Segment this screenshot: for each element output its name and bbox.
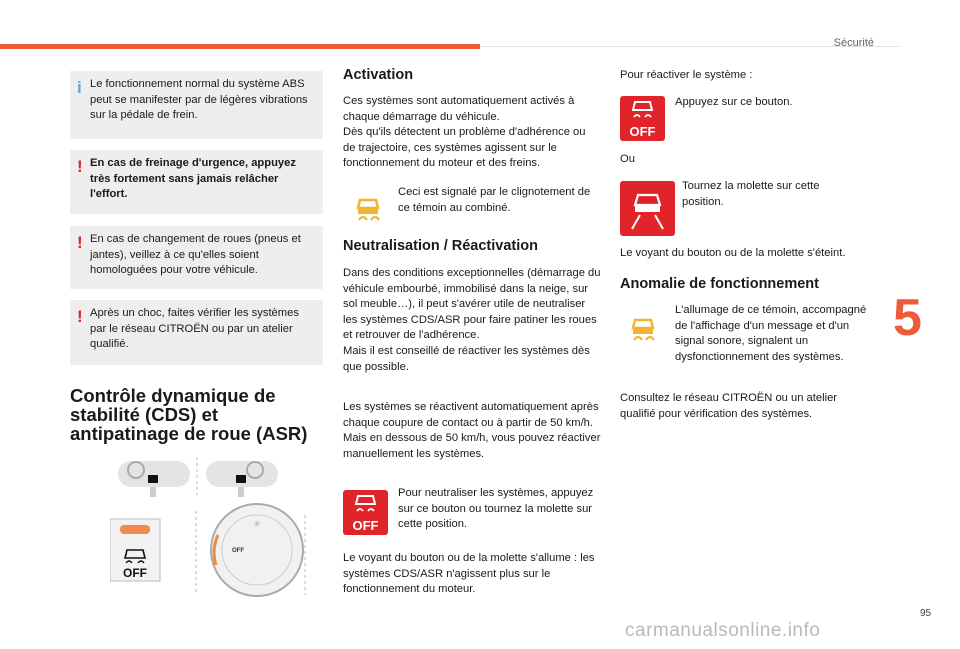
stability-warning-light-icon <box>350 190 386 226</box>
reactivation-result: Le voyant du bouton ou de la molette s'éteint. <box>620 247 846 259</box>
warning-note <box>70 150 323 214</box>
button-off-label: OFF <box>123 566 147 580</box>
watermark: carmanualsonline.info <box>625 620 821 641</box>
svg-text:✳: ✳ <box>253 519 261 529</box>
exclamation-icon: ! <box>77 233 83 252</box>
reactivation-knob-text: Tournez la molette sur cette position. <box>682 180 820 208</box>
knob-position-icon <box>620 181 675 236</box>
neutralisation-icon-text: Pour neutraliser les systèmes, appuyez sur ce bouton ou tournez la molette sur cette position. <box>398 487 594 531</box>
off-button-icon <box>620 96 665 141</box>
neutralisation-text: Dans des conditions exceptionnelles (démarrage du véhicule embourbé, immobilisé dans la neige, sur sol meuble…), il peut s'avérer utile de neutraliser les systèmes CDS/ASR pour faire patiner les roues et retrouver de l'adhérence. Mais il est conseillé de réactiver les systèmes dès que possible. <box>343 267 601 373</box>
warning-note <box>70 226 323 289</box>
activation-text: Ces systèmes sont automatiquement activés à chaque démarrage du véhicule. Dès qu'ils détectent un problème d'adhérence ou de trajectoire, ces systèmes agissent sur le fonctionnement du moteur et des freins. <box>343 95 586 170</box>
exclamation-icon: ! <box>77 157 83 176</box>
reactivation-auto-text: Les systèmes se réactivent automatiquement après chaque coupure de contact ou à partir de 50 km/h. Mais en dessous de 50 km/h, vous pouvez réactiver manuellement les systèmes. <box>343 401 601 460</box>
anomalie-icon-text: L'allumage de ce témoin, accompagné de l'affichage d'un message et d'un signal sonore, signalent un dysfonctionnement des systèmes. <box>675 304 867 363</box>
info-mark-icon: i <box>77 78 82 97</box>
header-accent-bar <box>0 44 480 49</box>
neutralisation-result-text: Le voyant du bouton ou de la molette s'allume : les systèmes CDS/ASR n'agissent plus sur le fonctionnement du moteur. <box>343 552 595 596</box>
chapter-number: 5 <box>893 289 922 347</box>
anomalie-heading: Anomalie de fonctionnement <box>620 276 819 292</box>
section-title: Contrôle dynamique de stabilité (CDS) et antipatinage de roue (ASR) <box>70 385 308 444</box>
stability-warning-light-icon <box>625 310 661 346</box>
page-number: 95 <box>920 608 932 619</box>
off-button-icon <box>343 490 388 535</box>
neutralisation-heading: Neutralisation / Réactivation <box>343 238 538 254</box>
note-text: Le fonctionnement normal du système ABS peut se manifester par de légères vibrations sur la pédale de frein. <box>90 78 308 121</box>
section-name: Sécurité <box>833 37 874 49</box>
warning-note <box>70 300 323 365</box>
exclamation-icon: ! <box>77 307 83 326</box>
anomalie-text: Consultez le réseau CITROËN ou un atelier qualifié pour vérification des systèmes. <box>620 392 838 420</box>
note-text: Après un choc, faites vérifier les systèmes par le réseau CITROËN ou par un atelier qualifié. <box>90 307 299 350</box>
note-text: En cas de freinage d'urgence, appuyez très fortement sans jamais relâcher l'effort. <box>90 157 296 200</box>
info-note <box>70 71 323 139</box>
activation-heading: Activation <box>343 67 414 83</box>
controls-illustration <box>110 455 335 605</box>
note-text: En cas de changement de roues (pneus et jantes), veillez à ce qu'elles soient homologuées pour votre véhicule. <box>90 233 301 276</box>
reactivation-button-text: Appuyez sur ce bouton. <box>675 96 793 108</box>
reactivation-intro: Pour réactiver le système : <box>620 69 753 81</box>
activation-icon-text: Ceci est signalé par le clignotement de ce témoin au combiné. <box>398 186 591 214</box>
off-label: OFF <box>629 124 656 139</box>
knob-off-label: OFF <box>232 548 244 554</box>
or-text: Ou <box>620 153 635 165</box>
off-label: OFF <box>352 518 379 533</box>
